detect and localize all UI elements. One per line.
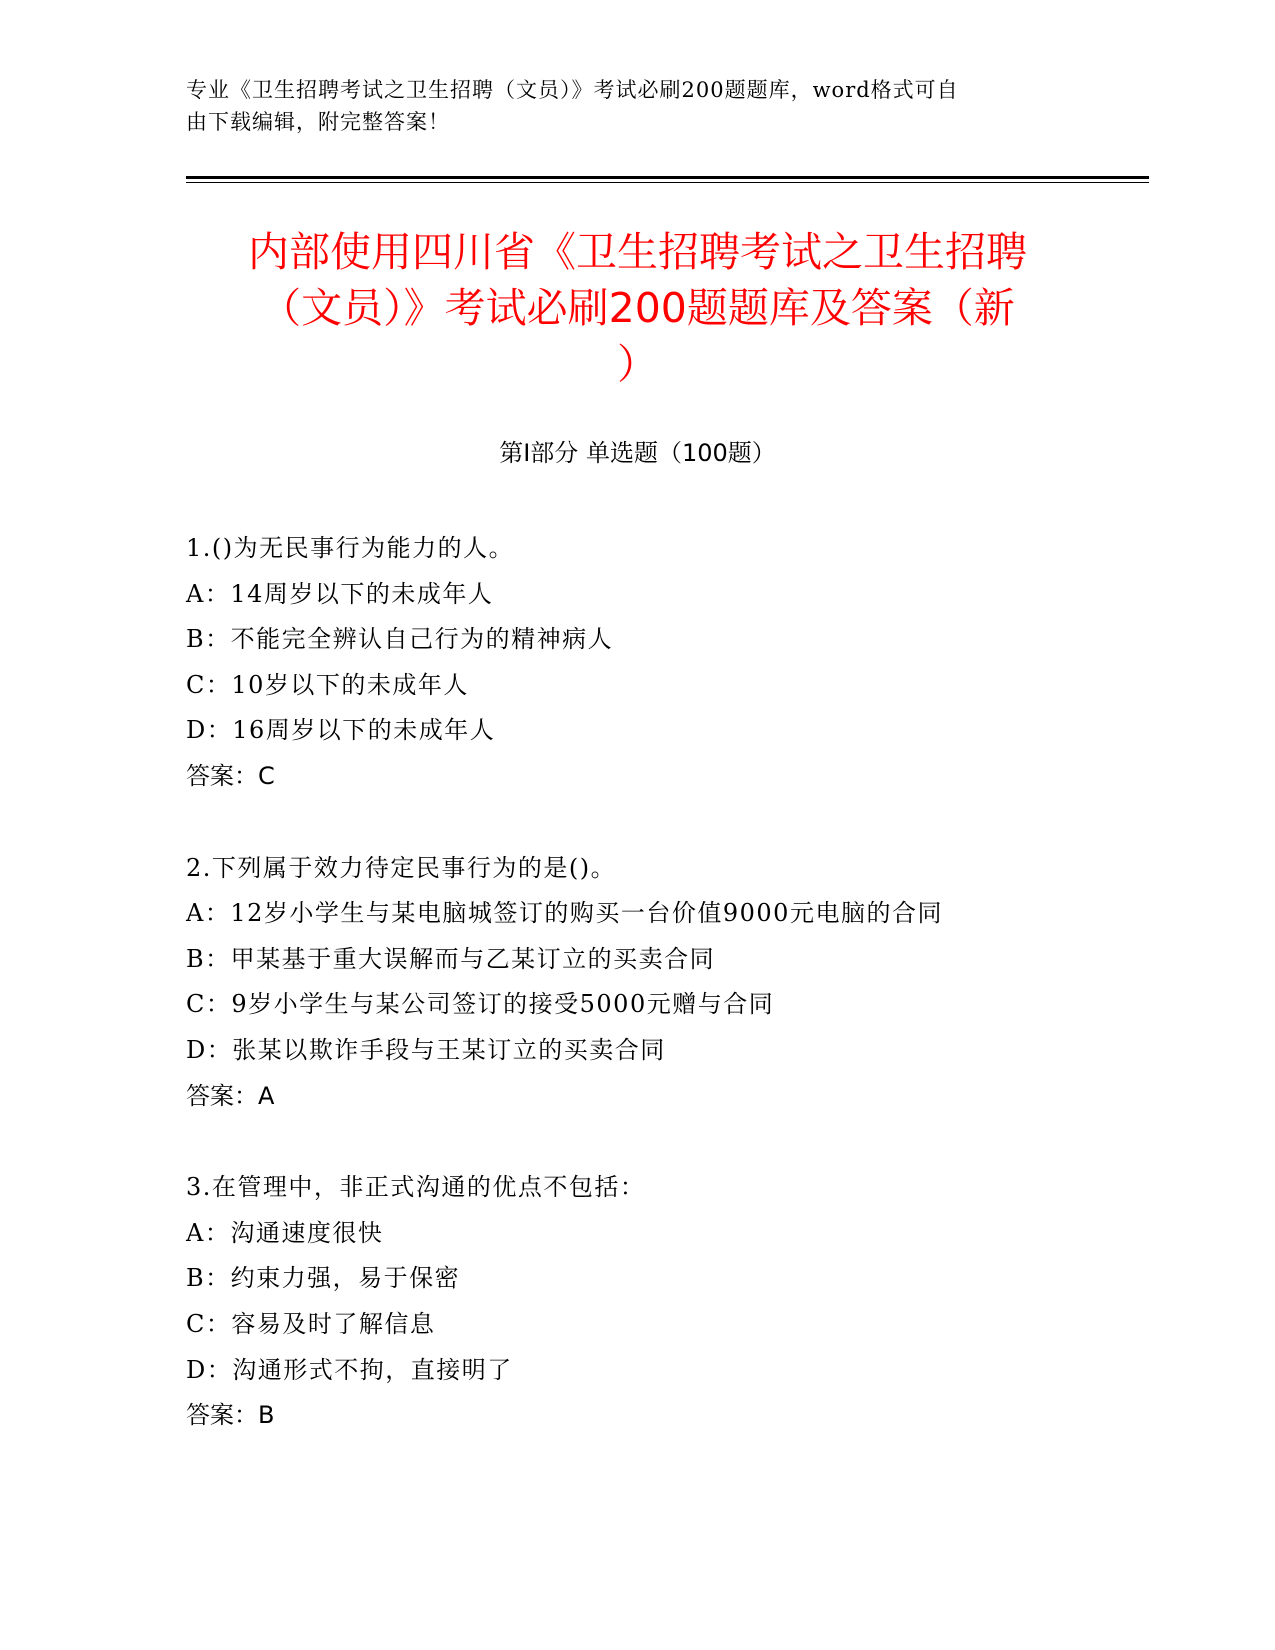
- question-list: [186, 526, 1086, 1485]
- option-d: D：16周岁以下的未成年人: [186, 716, 496, 745]
- option-c: C：容易及时了解信息: [186, 1309, 436, 1338]
- document-title-line-1: 内部使用四川省《卫生招聘考试之卫生招聘: [248, 228, 1027, 276]
- option-a: A：12岁小学生与某电脑城签订的购买一台价值9000元电脑的合同: [186, 899, 943, 928]
- section-title: 第I部分 单选题（100题）: [499, 439, 776, 467]
- header-divider-thick: [186, 176, 1149, 179]
- question-2: [186, 846, 1086, 1120]
- header-note-line-2: 由下载编辑，附完整答案！: [186, 110, 450, 134]
- document-title-line-3: ）: [617, 340, 658, 388]
- header-divider-thin: [186, 182, 1149, 183]
- header-note-line-1: 专业《卫生招聘考试之卫生招聘（文员）》考试必刷200题题库，word格式可自: [186, 78, 959, 102]
- option-c: C：10岁以下的未成年人: [186, 670, 469, 699]
- option-c: C：9岁小学生与某公司签订的接受5000元赠与合同: [186, 990, 775, 1019]
- option-a: A：14周岁以下的未成年人: [186, 579, 494, 608]
- question-stem: 3.在管理中，非正式沟通的优点不包括：: [186, 1173, 646, 1202]
- option-b: B：不能完全辨认自己行为的精神病人: [186, 625, 614, 654]
- question-1: [186, 526, 1086, 800]
- question-3: [186, 1165, 1086, 1439]
- option-d: D：沟通形式不拘，直接明了: [186, 1355, 513, 1384]
- option-b: B：甲某基于重大误解而与乙某订立的买卖合同: [186, 944, 716, 973]
- document-title: [186, 224, 1089, 392]
- answer: 答案：B: [186, 1401, 275, 1430]
- option-a: A：沟通速度很快: [186, 1218, 384, 1247]
- answer: 答案：A: [186, 1081, 275, 1110]
- option-b: B：约束力强，易于保密: [186, 1264, 461, 1293]
- document-title-line-2: （文员）》考试必刷200题题库及答案（新: [260, 284, 1015, 332]
- header-note: [186, 74, 1066, 138]
- answer: 答案：C: [186, 761, 275, 790]
- question-stem: 2.下列属于效力待定民事行为的是()。: [186, 853, 617, 882]
- question-stem: 1.()为无民事行为能力的人。: [186, 534, 515, 562]
- option-d: D：张某以欺诈手段与王某订立的买卖合同: [186, 1035, 666, 1064]
